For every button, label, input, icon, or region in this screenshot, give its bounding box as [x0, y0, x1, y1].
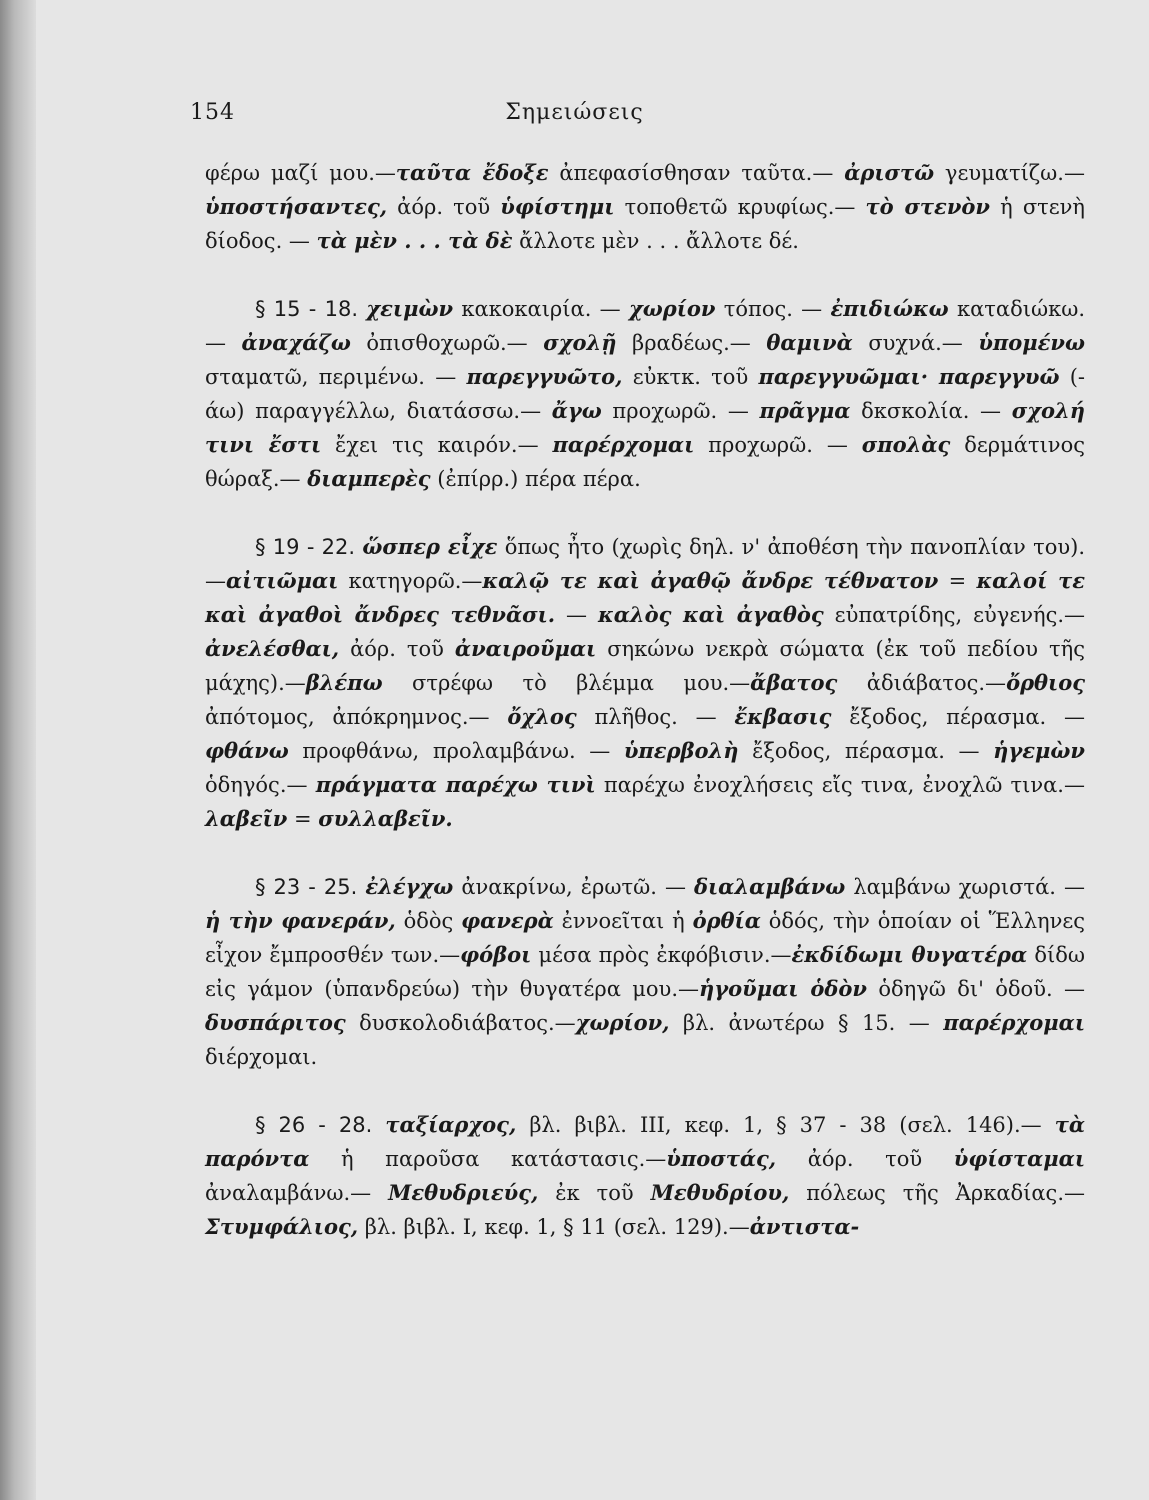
gloss-text: ἡ παροῦσα κατάστασις.— [309, 1147, 667, 1171]
gloss-text: ὀπισθοχωρῶ.— [350, 331, 544, 355]
section-reference: § 15 - 18. [255, 297, 367, 321]
lemma-term: ὑπερβολὴ [623, 738, 739, 763]
lemma-term: σχολῇ [543, 330, 617, 355]
gloss-text: σηκώνω νεκρὰ σώματα (ἐκ τοῦ πεδίου τῆς μάχης).— [205, 637, 1085, 695]
gloss-text: βλ. βιβλ. III, κεφ. 1, § 37 - 38 (σελ. 146).— [516, 1113, 1055, 1137]
notes-paragraph [205, 1108, 1085, 1244]
lemma-term: Μεθυδριεύς, [388, 1180, 539, 1205]
book-spine-shadow [0, 0, 36, 1500]
gloss-text: δυσκολοδιάβατος.— [345, 1011, 576, 1035]
lemma-term: τὰ μὲν . . . τὰ δὲ [316, 228, 513, 253]
gloss-text: λαμβάνω χωριστά. — [845, 875, 1085, 899]
gloss-text: ὁδός, τὴν ὁποίαν οἱ Ἕλληνες εἶχον ἔμπροσθέν των.— [205, 909, 1085, 967]
lemma-term: βλέπω [305, 670, 383, 695]
lemma-term: ἡγοῦμαι ὁδὸν [699, 976, 867, 1001]
gloss-text: γευματίζω.— [934, 161, 1085, 185]
lemma-term: ἐλέγχω [365, 874, 454, 899]
lemma-term: ἄγω [551, 398, 602, 423]
gloss-text: φέρω μαζί μου.— [205, 161, 396, 185]
gloss-text: τόπος. — [715, 297, 831, 321]
lemma-term: ἀνελέσθαι, [205, 636, 340, 661]
lemma-term: παρεγγυῶτο, [466, 364, 623, 389]
gloss-text: ἀνακρίνω, ἐρωτῶ. — [453, 875, 695, 899]
lemma-term: ὑπομένω [978, 330, 1085, 355]
gloss-text: ἀόρ. τοῦ [387, 195, 501, 219]
lemma-term: ὑποστάς, [666, 1146, 777, 1171]
lemma-term: ταξίαρχος, [385, 1112, 517, 1137]
gloss-text: δίδω εἰς γάμον (ὑπανδρεύω) τὴν θυγατέρα μου.— [205, 943, 1085, 1001]
lemma-term: φόβοι [460, 942, 532, 967]
section-reference: § 23 - 25. [255, 875, 366, 899]
gloss-text: ὁδὸς [395, 909, 462, 933]
lemma-term: ἀναιροῦμαι [454, 636, 597, 661]
gloss-text: βλ. ἀνωτέρω § 15. — [669, 1011, 944, 1035]
gloss-text: ἔχει τις καιρόν.— [321, 433, 553, 457]
gloss-text: ὁδηγῶ δι' ὁδοῦ. — [867, 977, 1086, 1001]
gloss-text: κατηγορῶ.— [338, 569, 483, 593]
lemma-term: τὸ στενὸν [865, 194, 990, 219]
gloss-text: ἀπότομος, ἀπόκρημνος.— [205, 705, 508, 729]
lemma-term: αἰτιῶμαι [226, 568, 339, 593]
page-header [0, 100, 1149, 132]
lemma-term: χειμὼν [366, 296, 454, 321]
lemma-term: ἐκδίδωμι θυγατέρα [791, 942, 1028, 967]
lemma-term: σχολή τινι ἔστι [205, 398, 1086, 457]
lemma-term: ἔκβασις [734, 704, 832, 729]
lemma-term: ἀντιστα- [749, 1214, 860, 1239]
gloss-text: ἐκ τοῦ [538, 1181, 651, 1205]
gloss-text: πλῆθος. — [576, 705, 735, 729]
lemma-term: συλλαβεῖν. [318, 806, 453, 831]
lemma-term: διαμπερὲς [307, 466, 431, 491]
lemma-term: πράγματα παρέχω τινὶ [315, 772, 596, 797]
gloss-text: κακοκαιρία. — [453, 297, 629, 321]
gloss-text: τοποθετῶ κρυφίως.— [614, 195, 866, 219]
gloss-text: ἀόρ. τοῦ [339, 637, 455, 661]
gloss-text: ἀδιάβατος.— [837, 671, 1007, 695]
gloss-text: προφθάνω, προλαμβάνω. — [288, 739, 624, 763]
lemma-term: ἀριστῶ [844, 160, 935, 185]
gloss-text: δκσκολία. — [850, 399, 1012, 423]
lemma-term: ὀρθία [692, 908, 761, 933]
lemma-term: ὑφίστημι [500, 194, 615, 219]
gloss-text: ἐννοεῖται ἡ [553, 909, 693, 933]
gloss-text: εὐκτκ. τοῦ [622, 365, 759, 389]
lemma-term: λαβεῖν [205, 806, 288, 831]
gloss-text: δερμάτινος θώραξ.— [205, 433, 1085, 491]
lemma-term: παρέρχομαι [943, 1010, 1085, 1035]
section-reference: § 19 - 22. [255, 535, 363, 559]
gloss-text: ἀπεφασίσθησαν ταῦτα.— [548, 161, 845, 185]
lemma-term: χωρίον, [575, 1010, 670, 1035]
gloss-text: — [555, 603, 599, 627]
notes-body [205, 156, 1085, 1278]
page-number: 154 [190, 100, 235, 125]
gloss-text: πόλεως τῆς Ἀρκαδίας.— [789, 1181, 1085, 1205]
lemma-term: καλὸς καὶ ἀγαθὸς [598, 602, 824, 627]
gloss-text: (-άω) παραγγέλλω, διατάσσω.— [205, 365, 1085, 423]
gloss-text: ἔξοδος, πέρασμα. — [738, 739, 994, 763]
gloss-text: = [287, 807, 319, 831]
lemma-term: ἐπιδιώκω [830, 296, 949, 321]
lemma-term: πρᾶγμα [759, 398, 851, 423]
lemma-term: σπολὰς [861, 432, 951, 457]
section-reference: § 26 - 28. [255, 1113, 386, 1137]
gloss-text: ὅπως ἦτο (χωρὶς δηλ. ν' ἀποθέση τὴν πανοπλίαν του).— [205, 535, 1085, 593]
gloss-text: ἀόρ. τοῦ [776, 1147, 954, 1171]
gloss-text: συχνά.— [852, 331, 979, 355]
gloss-text: προχωρῶ. — [694, 433, 862, 457]
notes-paragraph [205, 292, 1085, 496]
lemma-term: ταῦτα ἔδοξε [395, 160, 549, 185]
lemma-term: φανερὰ [461, 908, 554, 933]
gloss-text: μέσα πρὸς ἐκφόβισιν.— [531, 943, 792, 967]
lemma-term: τὰ παρόντα [205, 1112, 1085, 1171]
gloss-text: στρέφω τὸ βλέμμα μου.— [382, 671, 751, 695]
gloss-text: ἀναλαμβάνω.— [205, 1181, 389, 1205]
gloss-text: προχωρῶ. — [601, 399, 760, 423]
lemma-term: διαλαμβάνω [694, 874, 846, 899]
lemma-term: ὄρθιος [1006, 670, 1085, 695]
lemma-term: ἄβατος [750, 670, 838, 695]
lemma-term: καλῷ τε καὶ ἀγαθῷ ἄνδρε τέθνατον [482, 568, 939, 593]
notes-paragraph [205, 156, 1085, 258]
gloss-text: σταματῶ, περιμένω. — [205, 365, 467, 389]
lemma-term: ἡ τὴν φανεράν, [205, 908, 396, 933]
lemma-term: ἡγεμὼν [993, 738, 1085, 763]
gloss-text: = [938, 569, 977, 593]
running-head: Σημειώσεις [505, 100, 644, 125]
lemma-term: ὑφίσταμαι [953, 1146, 1085, 1171]
gloss-text: εὐπατρίδης, εὐγενής.— [823, 603, 1086, 627]
gloss-text: καταδιώκω. — [205, 297, 1086, 355]
lemma-term: χωρίον [628, 296, 716, 321]
lemma-term: Μεθυδρίου, [650, 1180, 790, 1205]
gloss-text: ἔξοδος, πέρασμα. — [831, 705, 1085, 729]
gloss-text: βλ. βιβλ. I, κεφ. 1, § 11 (σελ. 129).— [358, 1215, 750, 1239]
gloss-text: ἄλλοτε μὲν . . . ἄλλοτε δέ. [512, 229, 799, 253]
notes-paragraph [205, 870, 1085, 1074]
gloss-text: παρέχω ἐνοχλήσεις εἴς τινα, ἐνοχλῶ τινα.— [595, 773, 1085, 797]
lemma-term: ὄχλος [507, 704, 577, 729]
gloss-text: ὁδηγός.— [205, 773, 316, 797]
lemma-term: δυσπάριτος [205, 1010, 346, 1035]
lemma-term: ἀναχάζω [241, 330, 351, 355]
gloss-text: βραδέως.— [616, 331, 767, 355]
lemma-term: ὥσπερ εἶχε [362, 534, 498, 559]
gloss-text: διέρχομαι. [205, 1045, 318, 1069]
lemma-term: θαμινὰ [766, 330, 853, 355]
lemma-term: ὑποστήσαντες, [205, 194, 388, 219]
lemma-term: παρεγγυῶμαι· παρεγγυῶ [758, 364, 1060, 389]
lemma-term: καλοί τε καὶ ἀγαθοὶ ἄνδρες τεθνᾶσι. [205, 568, 1085, 627]
gloss-text: ἡ στενὴ δίοδος. — [205, 195, 1085, 253]
notes-paragraph [205, 530, 1085, 836]
lemma-term: Στυμφάλιος, [205, 1214, 359, 1239]
lemma-term: παρέρχομαι [552, 432, 695, 457]
lemma-term: φθάνω [205, 738, 289, 763]
gloss-text: (ἐπίρρ.) πέρα πέρα. [430, 467, 641, 491]
